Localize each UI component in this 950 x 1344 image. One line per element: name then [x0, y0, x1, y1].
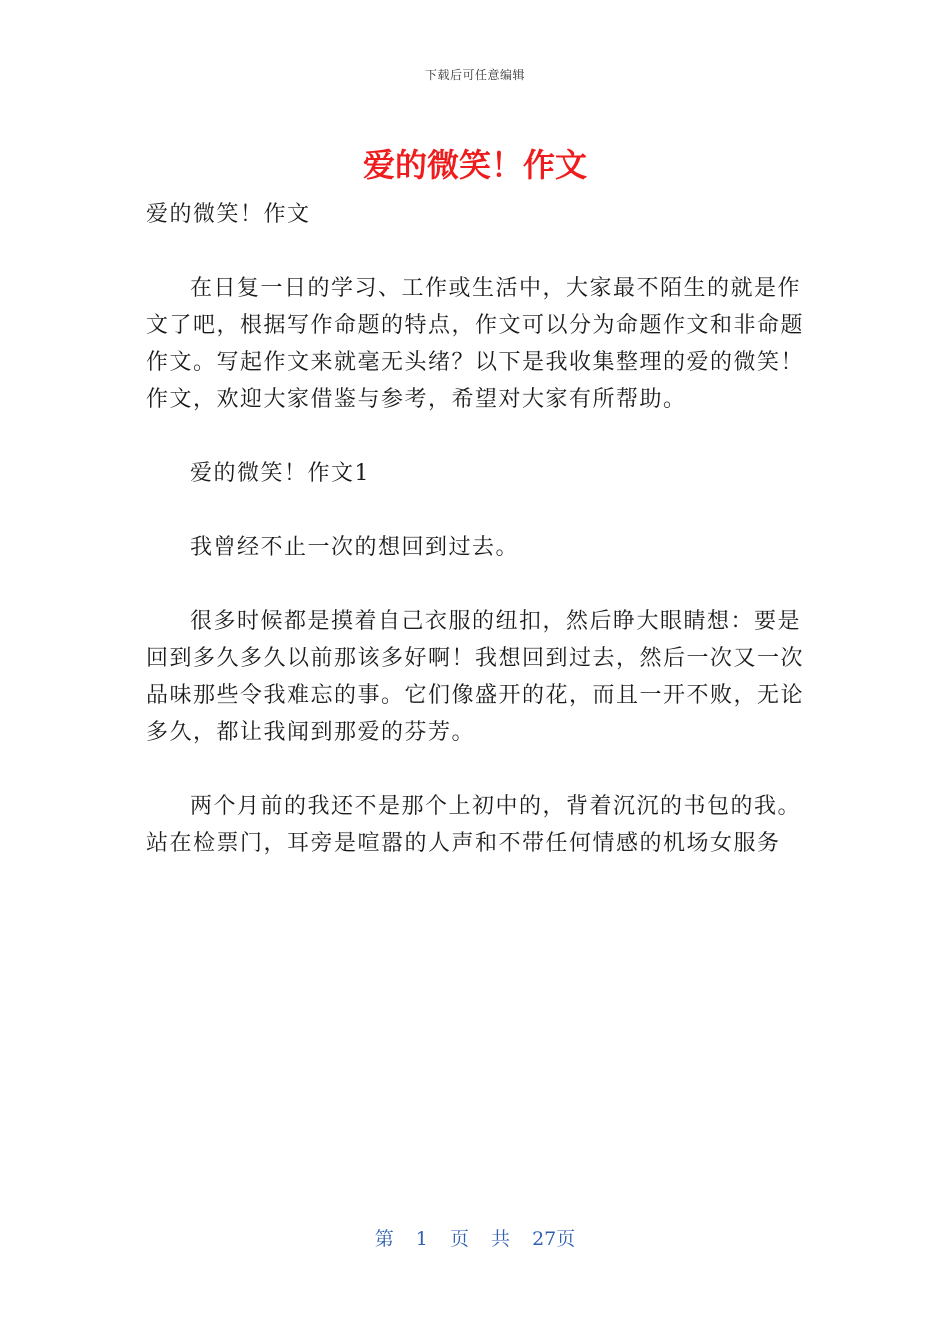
- footer-page-label: 页: [449, 1228, 469, 1250]
- current-page-number: 1: [415, 1228, 428, 1250]
- paragraph: 我曾经不止一次的想回到过去。: [190, 535, 520, 560]
- document-body: [146, 196, 816, 899]
- paragraph: 在日复一日的学习、工作或生活中，大家最不陌生的就是作文了吧，根据写作命题的特点，作文可以分为命题作文和非命题作文。写起作文来就毫无头绪？以下是我收集整理的爱的微笑！作文，欢迎大家借鉴与参考，希望对大家有所帮助。: [146, 276, 805, 412]
- header-note: 下载后可任意编辑: [424, 68, 525, 82]
- total-pages: 27页: [532, 1228, 576, 1250]
- page-number-footer: [0, 1224, 950, 1251]
- paragraph: 很多时候都是摸着自己衣服的纽扣，然后睁大眼睛想：要是回到多久多久以前那该多好啊！我想回到过去，然后一次又一次品味那些令我难忘的事。它们像盛开的花，而且一开不败，无论多久，都让我闻到那爱的芬芳。: [146, 609, 805, 745]
- footer-total-label: 共: [491, 1228, 511, 1250]
- paragraph-subheading: 爱的微笑！作文1: [190, 461, 370, 486]
- paragraph: 两个月前的我还不是那个上初中的，背着沉沉的书包的我。站在检票门，耳旁是喧嚣的人声和不带任何情感的机场女服务: [146, 794, 802, 856]
- footer-prefix: 第: [374, 1228, 394, 1250]
- paragraph-heading: 爱的微笑！作文: [146, 202, 311, 227]
- document-title: 爱的微笑！作文: [362, 146, 587, 184]
